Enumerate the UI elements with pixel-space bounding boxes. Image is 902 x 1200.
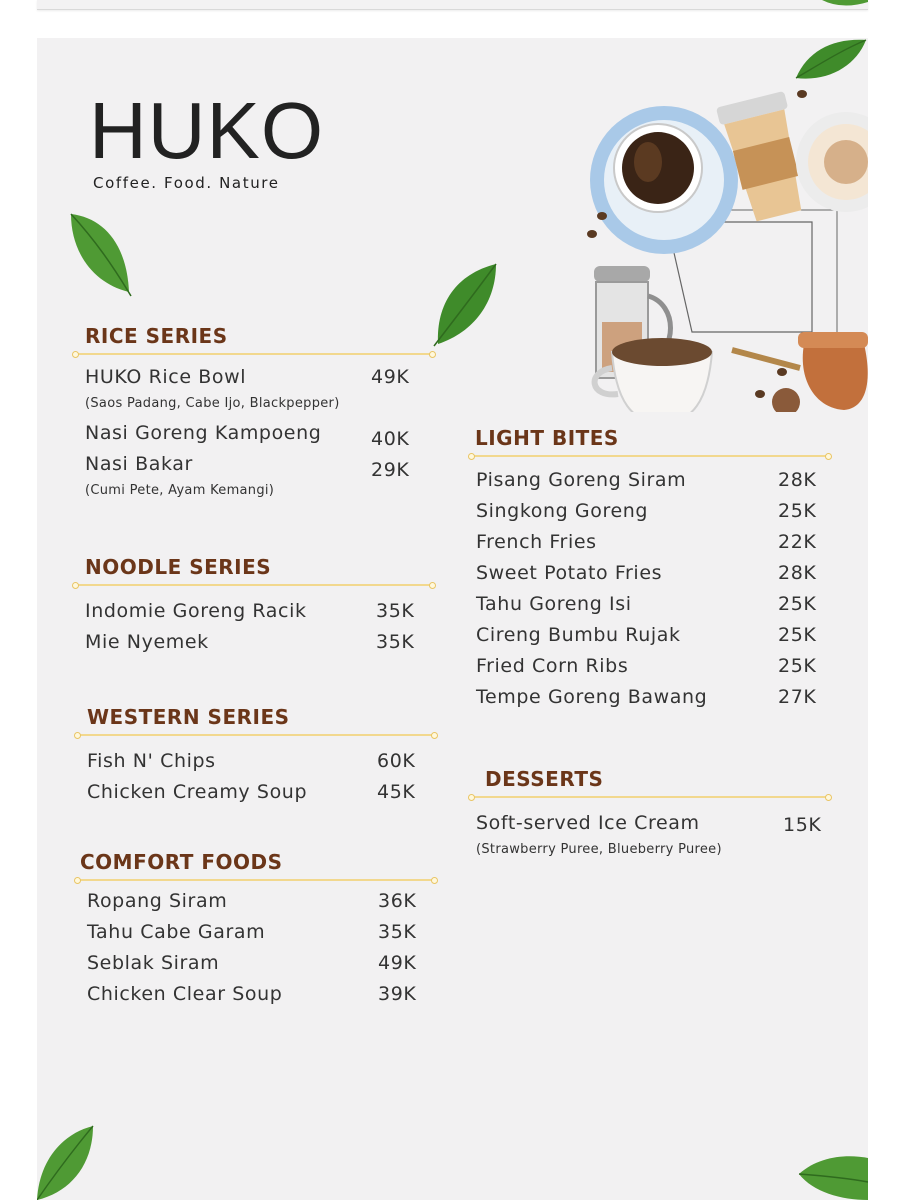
item-price: 28K xyxy=(778,469,817,491)
item-name: Chicken Clear Soup xyxy=(87,983,283,1005)
item-name: Nasi Goreng Kampoeng xyxy=(85,422,322,444)
item-name: Tahu Goreng Isi xyxy=(476,593,632,615)
leaf-icon xyxy=(797,1154,868,1200)
section-title: LIGHT BITES xyxy=(475,426,619,450)
item-name: Pisang Goreng Siram xyxy=(476,469,687,491)
leaf-icon xyxy=(430,260,502,348)
menu-item xyxy=(87,979,438,1010)
section-title: DESSERTS xyxy=(485,767,604,791)
item-note: (Saos Padang, Cabe Ijo, Blackpepper) xyxy=(85,396,340,411)
leaf-icon xyxy=(822,0,868,8)
leaf-icon xyxy=(65,210,137,300)
item-price: 25K xyxy=(778,500,817,522)
menu-item xyxy=(85,418,436,449)
section-divider xyxy=(74,878,438,882)
item-price: 39K xyxy=(378,983,417,1005)
coffee-illustration xyxy=(582,82,868,412)
item-price: 35K xyxy=(376,631,415,653)
section-divider xyxy=(468,795,832,799)
menu-item xyxy=(85,596,436,627)
section-light-bites xyxy=(468,424,832,713)
section-western-series xyxy=(74,703,438,808)
menu-item xyxy=(87,777,438,808)
item-price: 49K xyxy=(378,952,417,974)
section-title: NOODLE SERIES xyxy=(85,555,272,579)
item-price: 45K xyxy=(377,781,416,803)
section-desserts xyxy=(468,765,832,864)
item-name: Ropang Siram xyxy=(87,890,228,912)
menu-item xyxy=(476,808,832,839)
menu-item xyxy=(87,917,438,948)
section-noodle-series xyxy=(72,553,436,658)
brand-logo: HUKO xyxy=(89,86,325,175)
item-name: Fish N' Chips xyxy=(87,750,216,772)
item-price: 15K xyxy=(783,814,822,836)
section-title: WESTERN SERIES xyxy=(87,705,290,729)
item-name: Tempe Goreng Bawang xyxy=(476,686,708,708)
item-name: Mie Nyemek xyxy=(85,631,209,653)
menu-item xyxy=(85,627,436,658)
item-name: HUKO Rice Bowl xyxy=(85,366,247,388)
item-name: Chicken Creamy Soup xyxy=(87,781,308,803)
item-name: Nasi Bakar xyxy=(85,453,193,475)
menu-item xyxy=(476,496,832,527)
item-price: 60K xyxy=(377,750,416,772)
section-divider xyxy=(72,583,436,587)
menu-page xyxy=(37,38,868,1200)
section-rice-series xyxy=(72,322,436,505)
item-price: 25K xyxy=(778,593,817,615)
item-price: 25K xyxy=(778,624,817,646)
item-price: 27K xyxy=(778,686,817,708)
item-name: Soft-served Ice Cream xyxy=(476,812,700,834)
item-price: 49K xyxy=(371,366,410,388)
item-note: (Cumi Pete, Ayam Kemangi) xyxy=(85,483,275,498)
previous-page-edge xyxy=(37,0,868,10)
menu-item xyxy=(85,449,436,480)
item-price: 22K xyxy=(778,531,817,553)
item-name: Fried Corn Ribs xyxy=(476,655,629,677)
item-price: 28K xyxy=(778,562,817,584)
menu-item xyxy=(476,527,832,558)
menu-item xyxy=(87,886,438,917)
section-divider xyxy=(72,352,436,356)
item-name: Singkong Goreng xyxy=(476,500,649,522)
item-name: French Fries xyxy=(476,531,597,553)
item-name: Indomie Goreng Racik xyxy=(85,600,307,622)
section-comfort-foods xyxy=(74,848,438,1010)
menu-item xyxy=(476,589,832,620)
menu-item xyxy=(476,682,832,713)
section-title: RICE SERIES xyxy=(85,324,228,348)
menu-item xyxy=(87,746,438,777)
section-title: COMFORT FOODS xyxy=(80,850,283,874)
item-name: Tahu Cabe Garam xyxy=(87,921,266,943)
item-price: 40K xyxy=(371,428,410,450)
leaf-icon xyxy=(37,1122,97,1200)
item-name: Seblak Siram xyxy=(87,952,220,974)
item-price: 36K xyxy=(378,890,417,912)
item-price: 35K xyxy=(378,921,417,943)
item-name: Sweet Potato Fries xyxy=(476,562,663,584)
section-divider xyxy=(74,733,438,737)
item-name: Cireng Bumbu Rujak xyxy=(476,624,681,646)
menu-item xyxy=(476,620,832,651)
section-divider xyxy=(468,454,832,458)
item-price: 25K xyxy=(778,655,817,677)
brand-block xyxy=(89,88,329,192)
leaf-icon xyxy=(794,38,868,82)
menu-item xyxy=(85,362,436,393)
menu-item xyxy=(476,558,832,589)
item-note: (Strawberry Puree, Blueberry Puree) xyxy=(476,842,722,857)
menu-item xyxy=(476,651,832,682)
menu-item xyxy=(476,465,832,496)
item-price: 35K xyxy=(376,600,415,622)
menu-item xyxy=(87,948,438,979)
item-price: 29K xyxy=(371,459,410,481)
brand-tagline: Coffee. Food. Nature xyxy=(93,174,280,192)
